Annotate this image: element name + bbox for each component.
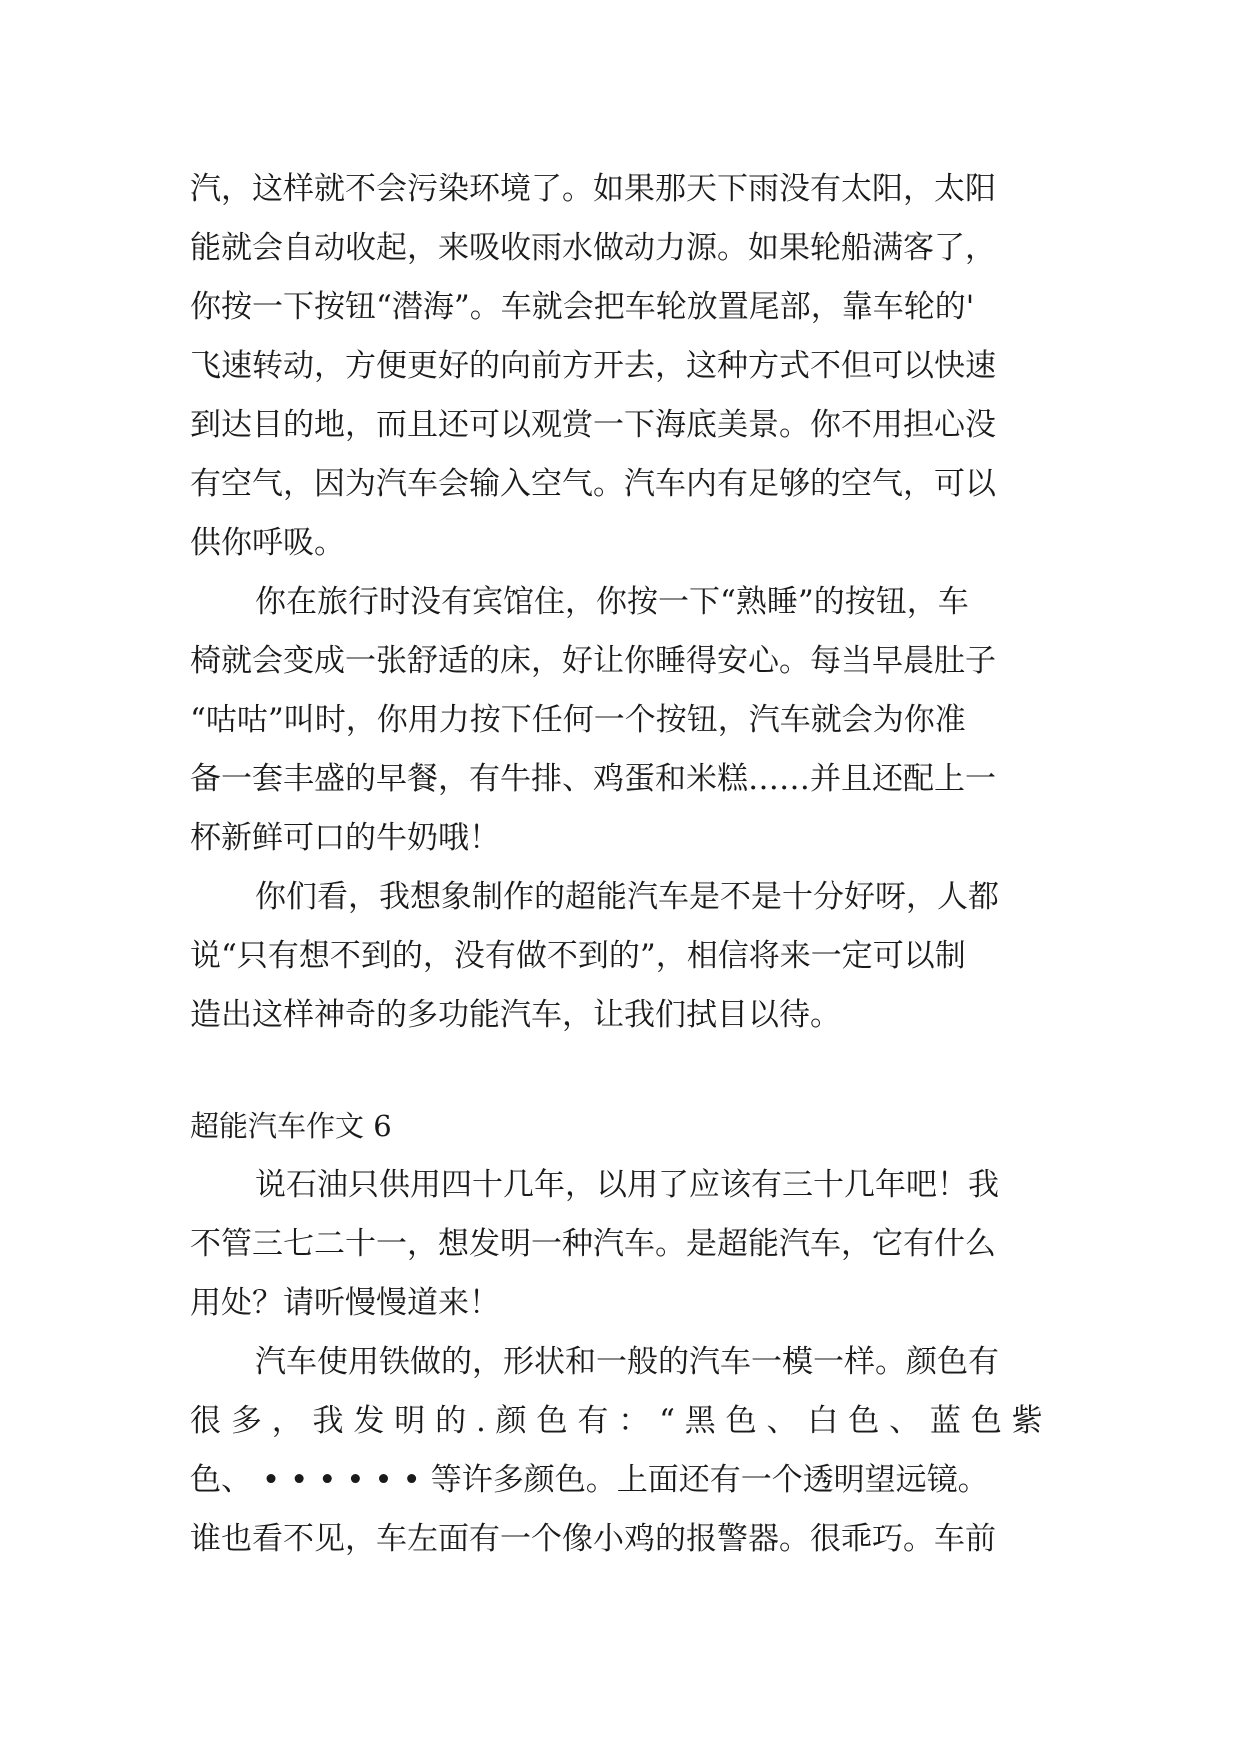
text-line: 造出这样神奇的多功能汽车，让我们拭目以待。 — [190, 997, 841, 1033]
paragraph-first-line: 你们看，我想象制作的超能汽车是不是十分好呀，人都 — [255, 879, 999, 915]
text-line: 椅就会变成一张舒适的床，好让你睡得安心。每当早晨肚子 — [190, 643, 996, 679]
text-line: 汽，这样就不会污染环境了。如果那天下雨没有太阳，太阳 — [190, 171, 996, 207]
text-line: 备一套丰盛的早餐，有牛排、鸡蛋和米糕……并且还配上一 — [190, 761, 996, 797]
text-line: 很 多 ， 我 发 明 的 . 颜 色 有 ： “ 黑 色 、 白 色 、 蓝 色 紫 — [190, 1403, 1043, 1439]
text-line: 你按一下按钮“潜海”。车就会把车轮放置尾部，靠车轮的' — [190, 289, 975, 325]
section-heading: 超能汽车作文 6 — [190, 1109, 392, 1143]
text-line: 杯新鲜可口的牛奶哦！ — [190, 820, 500, 856]
text-line: “咕咕”叫时，你用力按下任何一个按钮，汽车就会为你准 — [190, 702, 966, 738]
text-line: 飞速转动，方便更好的向前方开去，这种方式不但可以快速 — [190, 348, 996, 384]
paragraph-first-line: 说石油只供用四十几年，以用了应该有三十几年吧！我 — [255, 1167, 999, 1203]
text-line: 说“只有想不到的，没有做不到的”，相信将来一定可以制 — [190, 938, 966, 974]
text-line: 色、 • • • • • • 等许多颜色。上面还有一个透明望远镜。 — [190, 1462, 989, 1498]
paragraph-first-line: 你在旅行时没有宾馆住，你按一下“熟睡”的按钮，车 — [255, 584, 969, 620]
text-line: 不管三七二十一，想发明一种汽车。是超能汽车，它有什么 — [190, 1226, 996, 1262]
text-line: 有空气，因为汽车会输入空气。汽车内有足够的空气，可以 — [190, 466, 996, 502]
paragraph-first-line: 汽车使用铁做的，形状和一般的汽车一模一样。颜色有 — [255, 1344, 999, 1380]
text-line: 用处？请听慢慢道来！ — [190, 1285, 500, 1321]
text-line: 供你呼吸。 — [190, 525, 345, 561]
text-line: 到达目的地，而且还可以观赏一下海底美景。你不用担心没 — [190, 407, 996, 443]
text-line: 能就会自动收起，来吸收雨水做动力源。如果轮船满客了， — [190, 230, 996, 266]
text-line: 谁也看不见，车左面有一个像小鸡的报警器。很乖巧。车前 — [190, 1521, 996, 1557]
